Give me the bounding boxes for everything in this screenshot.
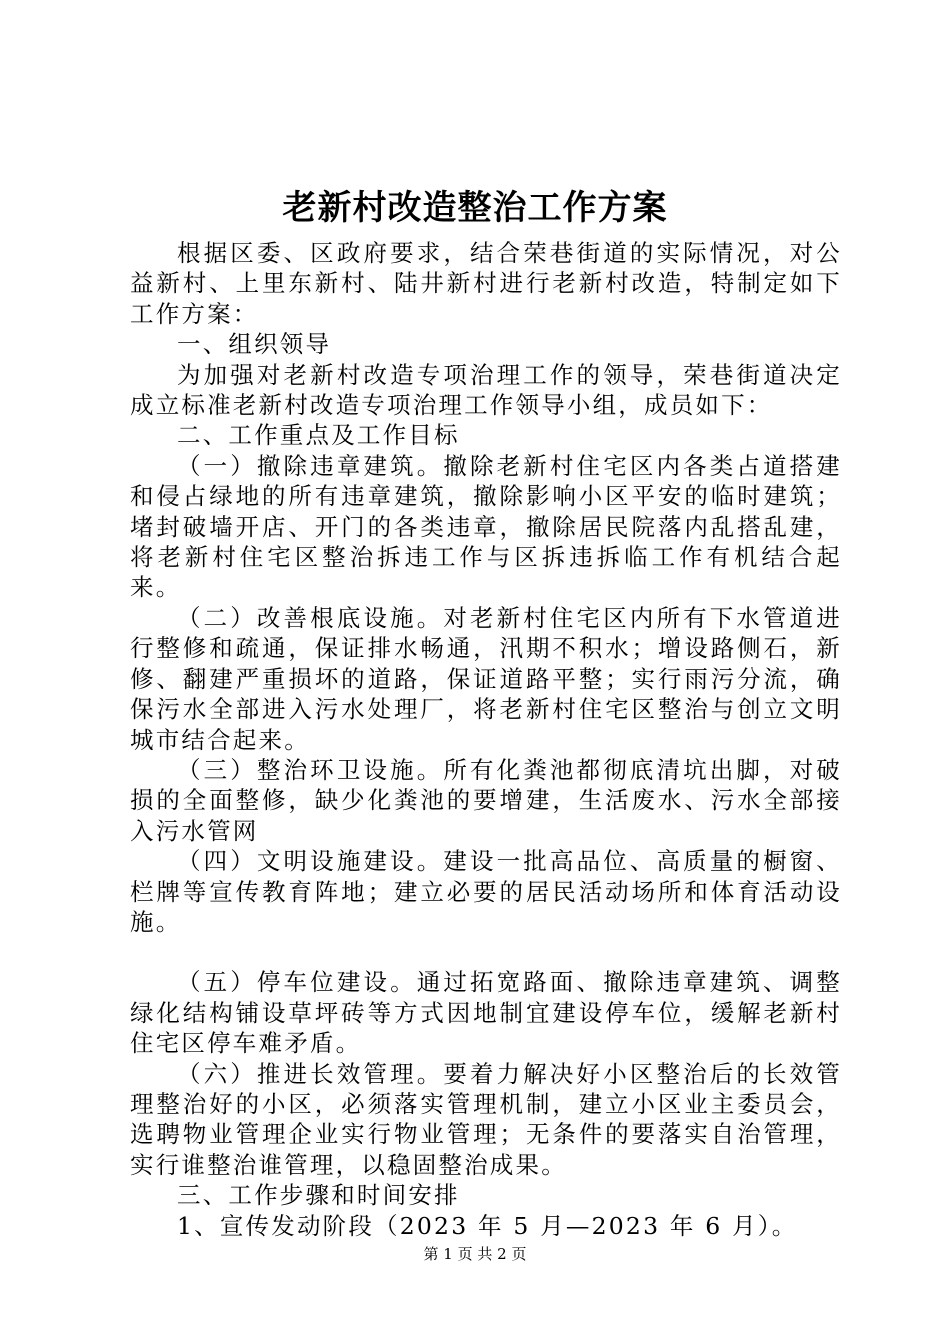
document-body — [130, 238, 842, 1241]
document-title: 老新村改造整治工作方案 — [282, 188, 668, 228]
paragraph-item-3: （三）整治环卫设施。所有化粪池都彻底清坑出脚，对破损的全面整修，缺少化粪池的要增建，生活废水、污水全部接入污水管网 — [130, 755, 842, 845]
heading-key-work: 二、工作重点及工作目标 — [177, 421, 460, 450]
paragraph-intro: 根据区委、区政府要求，结合荣巷街道的实际情况，对公益新村、上里东新村、陆井新村进行老新村改造，特制定如下工作方案： — [130, 239, 842, 328]
paragraph-item-2: （二）改善根底设施。对老新村住宅区内所有下水管道进行整修和疏通，保证排水畅通，汛期不积水；增设路侧石，新修、翻建严重损坏的道路，保证道路平整；实行雨污分流，确保污水全部进入污水处理厂，将老新村住宅区整治与创立文明城市结合起来。 — [130, 603, 842, 754]
paragraph-leadership: 为加强对老新村改造专项治理工作的领导，荣巷街道决定成立标准老新村改造专项治理工作领导小组，成员如下： — [130, 360, 842, 420]
page-number: 第 1 页 共 2 页 — [423, 1245, 527, 1263]
paragraph-item-6: （六）推进长效管理。要着力解决好小区整治后的长效管理整治好的小区，必须落实管理机制，建立小区业主委员会，选聘物业管理企业实行物业管理；无条件的要落实自治管理，实行谁整治谁管理，以稳固整治成果。 — [130, 1059, 842, 1179]
paragraph-item-1: （一）撤除违章建筑。撤除老新村住宅区内各类占道搭建和侵占绿地的所有违章建筑，撤除影响小区平安的临时建筑；堵封破墙开店、开门的各类违章，撤除居民院落内乱搭乱建，将老新村住宅区整治拆违工作与区拆违拆临工作有机结合起来。 — [130, 451, 842, 602]
heading-schedule: 三、工作步骤和时间安排 — [177, 1181, 460, 1210]
heading-organization: 一、组织领导 — [177, 330, 332, 359]
paragraph-item-4: （四）文明设施建设。建设一批高品位、高质量的橱窗、栏牌等宣传教育阵地；建立必要的居民活动场所和体育活动设施。 — [130, 847, 842, 936]
paragraph-item-5: （五）停车位建设。通过拓宽路面、撤除违章建筑、调整绿化结构铺设草坪砖等方式因地制宜建设停车位，缓解老新村住宅区停车难矛盾。 — [130, 968, 842, 1058]
paragraph-stage-1: 1、宣传发动阶段（2023 年 5 月—2023 年 6 月）。 — [177, 1211, 798, 1240]
